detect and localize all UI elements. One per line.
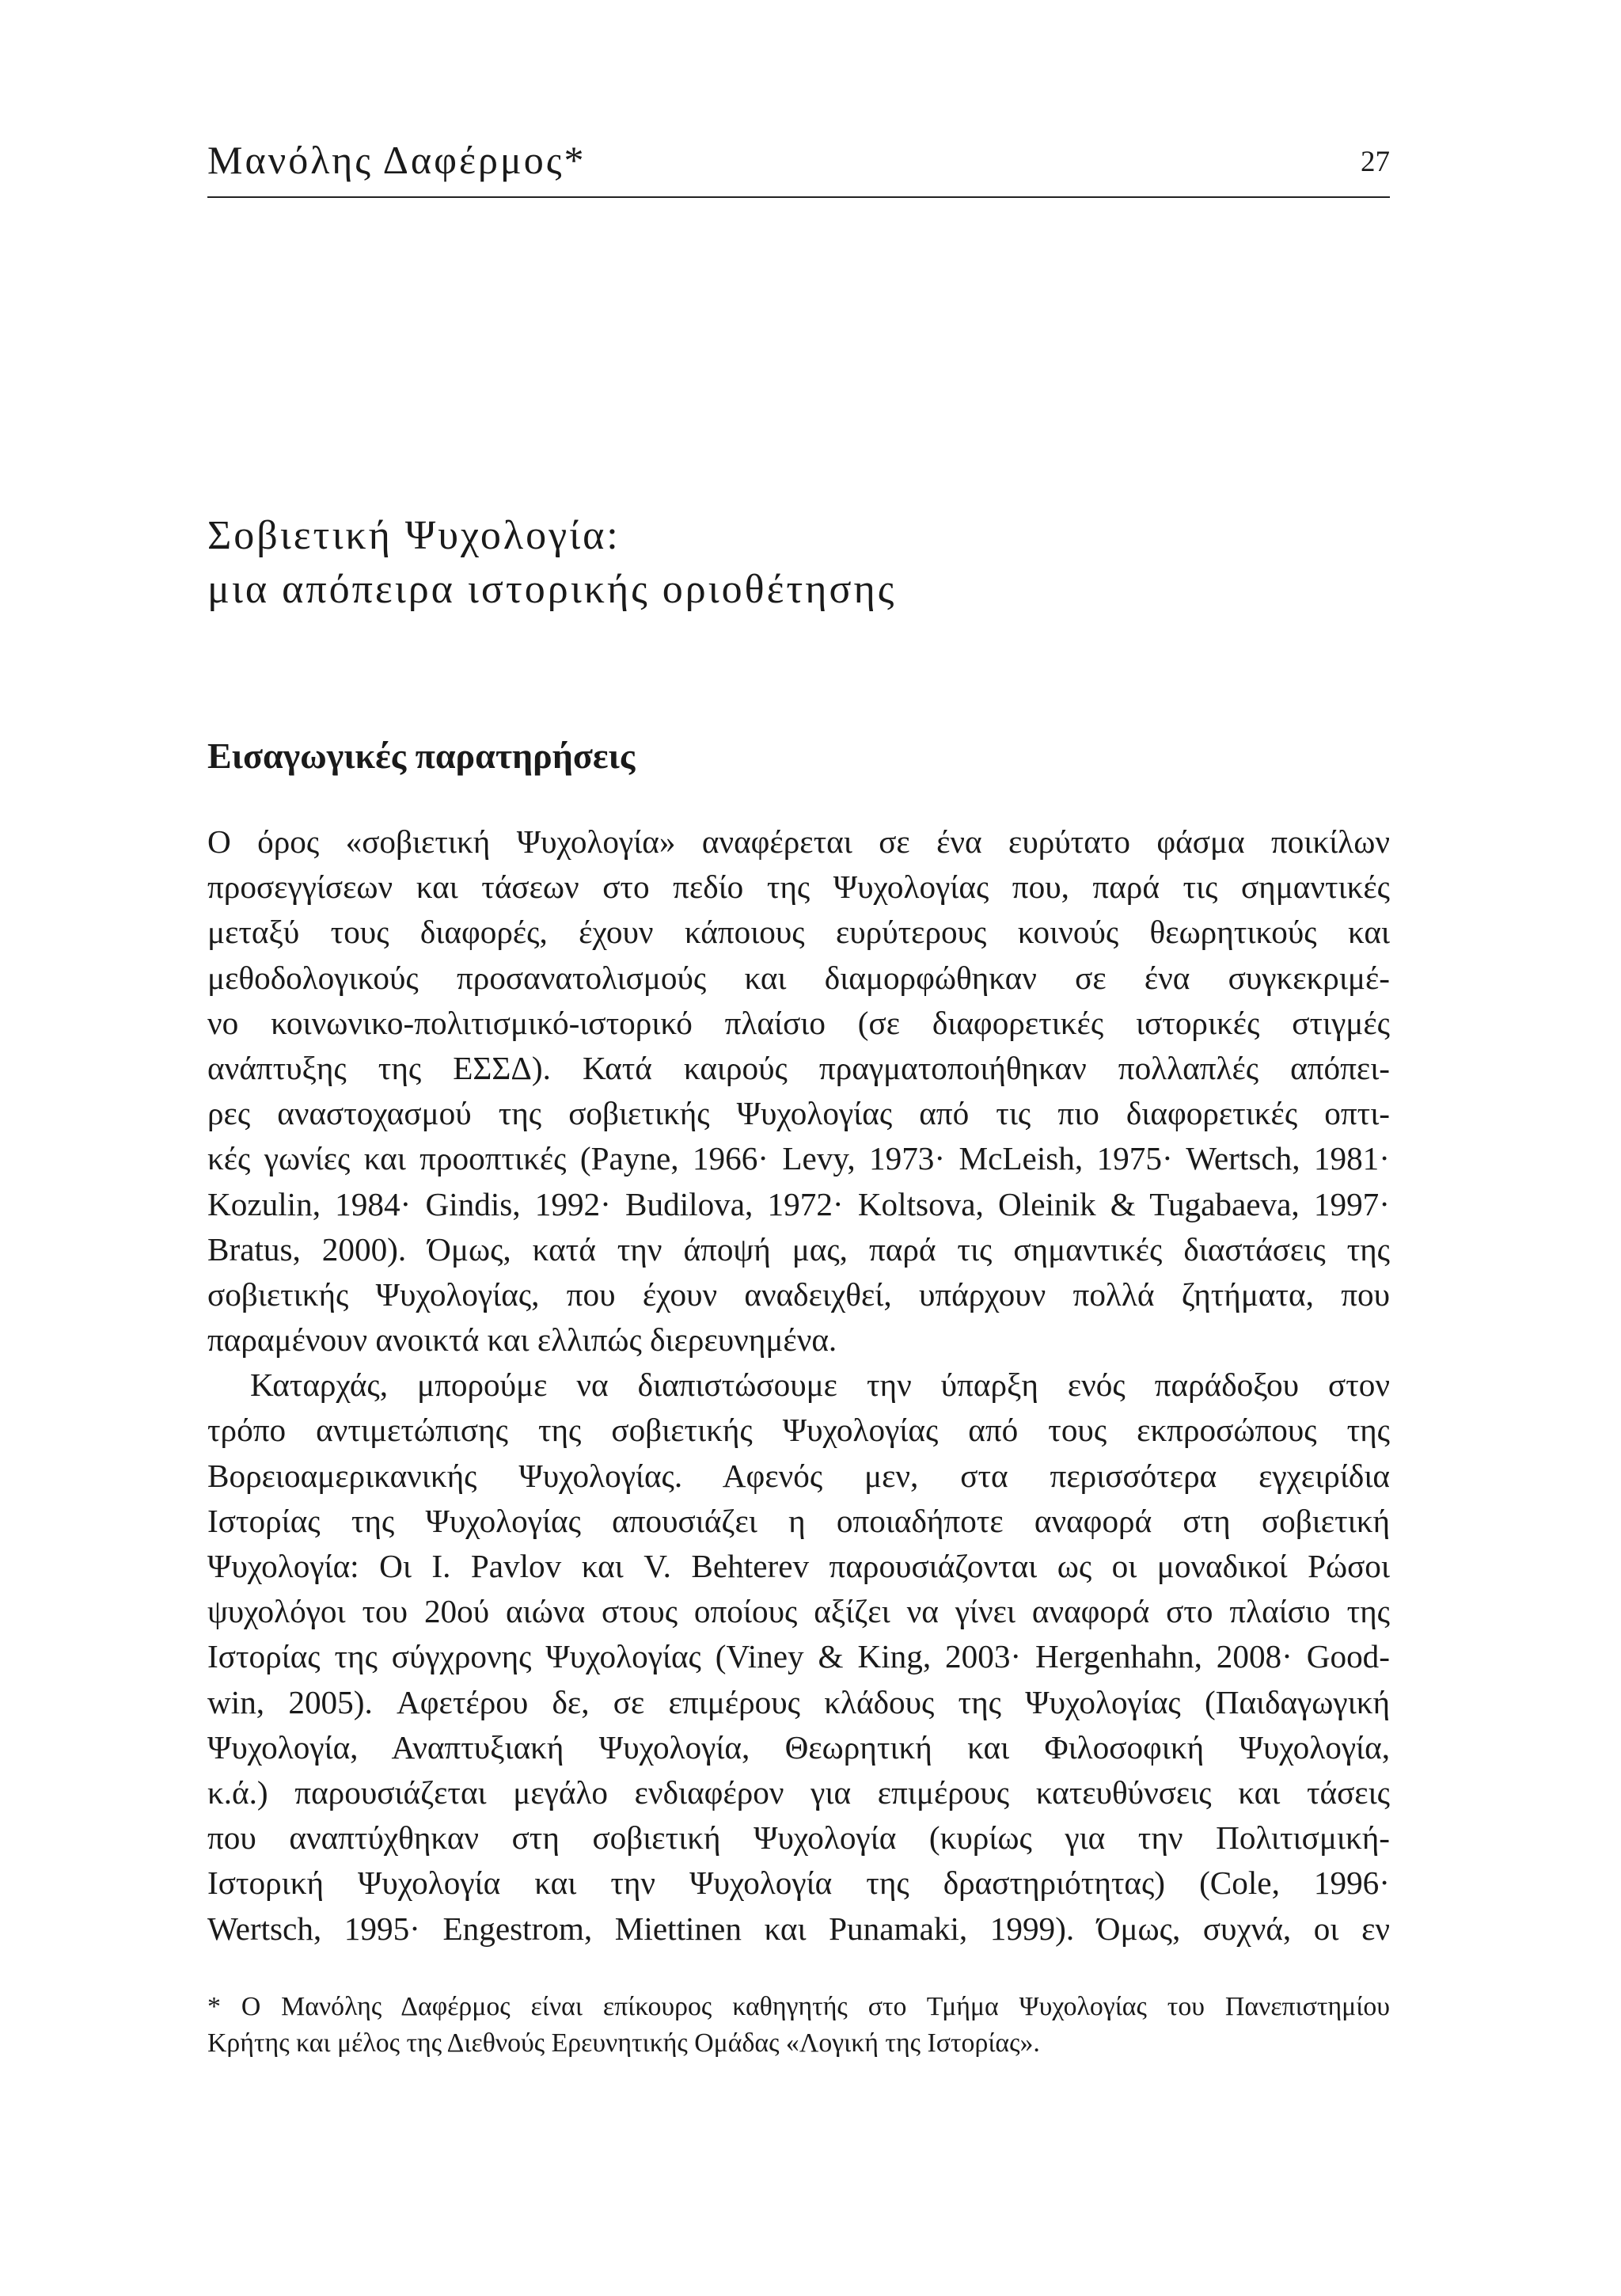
page-number: 27 [1361, 146, 1390, 178]
text-line: κ.ά.) παρουσιάζεται μεγάλο ενδιαφέρον για επιμέρους κατευθύνσεις και τάσεις [207, 1773, 1390, 1811]
text-line: προσεγγίσεων και τάσεων στο πεδίο της Ψυχολογίας που, παρά τις σημαντικές [207, 869, 1390, 906]
text-line: Ψυχολογία: Οι I. Pavlov και V. Behterev παρουσιάζονται ως οι μοναδικοί Ρώσοι [207, 1548, 1390, 1584]
title-line-2: μια απόπειρα ιστορικής οριοθέτησης [207, 567, 897, 612]
text-line: Ιστορίας της σύγχρονης Ψυχολογίας (Viney & King, 2003· Hergenhahn, 2008· Good- [207, 1638, 1390, 1675]
text-line: Ιστορίας της Ψυχολογίας απουσιάζει η οποιαδήποτε αναφορά στη σοβιετική [207, 1502, 1390, 1539]
running-header [207, 133, 1390, 198]
text-line: μεταξύ τους διαφορές, έχουν κάποιους ευρύτερους κοινούς θεωρητικούς και [207, 914, 1390, 951]
footnote-line: Κρήτης και μέλος της Διεθνούς Ερευνητικής Ομάδας «Λογική της Ιστορίας». [207, 2028, 1040, 2058]
footnote-line: * Ο Μανόλης Δαφέρμος είναι επίκουρος καθηγητής στο Τμήμα Ψυχολογίας του Πανεπιστημίου [207, 1992, 1390, 2021]
body-text [207, 819, 1390, 1952]
footnote [207, 1989, 1390, 2062]
text-line: σοβιετικής Ψυχολογίας, που έχουν αναδειχθεί, υπάρχουν πολλά ζητήματα, που [207, 1275, 1390, 1313]
text-line: τρόπο αντιμετώπισης της σοβιετικής Ψυχολογίας από τους εκπροσώπους της [207, 1412, 1390, 1449]
text-line: Ιστορική Ψυχολογία και την Ψυχολογία της δραστηριότητας) (Cole, 1996· [207, 1865, 1390, 1902]
text-line: Bratus, 2000). Όμως, κατά την άποψή μας, παρά τις σημαντικές διαστάσεις της [207, 1230, 1390, 1268]
text-line: Βορειοαμερικανικής Ψυχολογίας. Αφενός μεν, στα περισσότερα εγχειρίδια [207, 1457, 1390, 1494]
text-line: Ψυχολογία, Αναπτυξιακή Ψυχολογία, Θεωρητική και Φιλοσοφική Ψυχολογία, [207, 1728, 1390, 1766]
text-line: κές γωνίες και προοπτικές (Payne, 1966· Levy, 1973· McLeish, 1975· Wertsch, 1981· [207, 1140, 1390, 1177]
text-line: μεθοδολογικούς προσανατολισμούς και διαμορφώθηκαν σε ένα συγκεκριμέ- [207, 959, 1390, 996]
title-line-1: Σοβιετική Ψυχολογία: [207, 513, 621, 558]
text-line: Wertsch, 1995· Engestrom, Miettinen και Punamaki, 1999). Όμως, συχνά, οι εν [207, 1910, 1390, 1947]
header-author: Μανόλης Δαφέρμος* [207, 138, 587, 182]
text-line: ψυχολόγοι του 20ού αιώνα στους οποίους αξίζει να γίνει αναφορά στο πλαίσιο της [207, 1593, 1390, 1630]
text-line: που αναπτύχθηκαν στη σοβιετική Ψυχολογία (κυρίως για την Πολιτισμική- [207, 1819, 1390, 1857]
text-line: ανάπτυξης της ΕΣΣΔ). Κατά καιρούς πραγματοποιήθηκαν πολλαπλές απόπει- [207, 1049, 1390, 1086]
section-heading: Εισαγωγικές παρατηρήσεις [207, 736, 636, 776]
text-line: παραμένουν ανοικτά και ελλιπώς διερευνημένα. [207, 1321, 837, 1359]
text-line: ρες αναστοχασμού της σοβιετικής Ψυχολογίας από τις πιο διαφορετικές οπτι- [207, 1095, 1390, 1132]
text-line: Kozulin, 1984· Gindis, 1992· Budilova, 1972· Koltsova, Oleinik & Tugabaeva, 1997· [207, 1185, 1390, 1222]
text-line: Ο όρος «σοβιετική Ψυχολογία» αναφέρεται σε ένα ευρύτατο φάσμα ποικίλων [207, 823, 1390, 860]
text-line: win, 2005). Αφετέρου δε, σε επιμέρους κλάδους της Ψυχολογίας (Παιδαγωγική [207, 1683, 1390, 1720]
paragraph-1 [207, 819, 1390, 1363]
text-line: νο κοινωνικο-πολιτισμικό-ιστορικό πλαίσιο (σε διαφορετικές ιστορικές στιγμές [207, 1004, 1390, 1041]
article-title [207, 509, 1390, 617]
text-line: Καταρχάς, μπορούμε να διαπιστώσουμε την ύπαρξη ενός παράδοξου στον [250, 1367, 1390, 1404]
paragraph-2 [207, 1363, 1390, 1951]
